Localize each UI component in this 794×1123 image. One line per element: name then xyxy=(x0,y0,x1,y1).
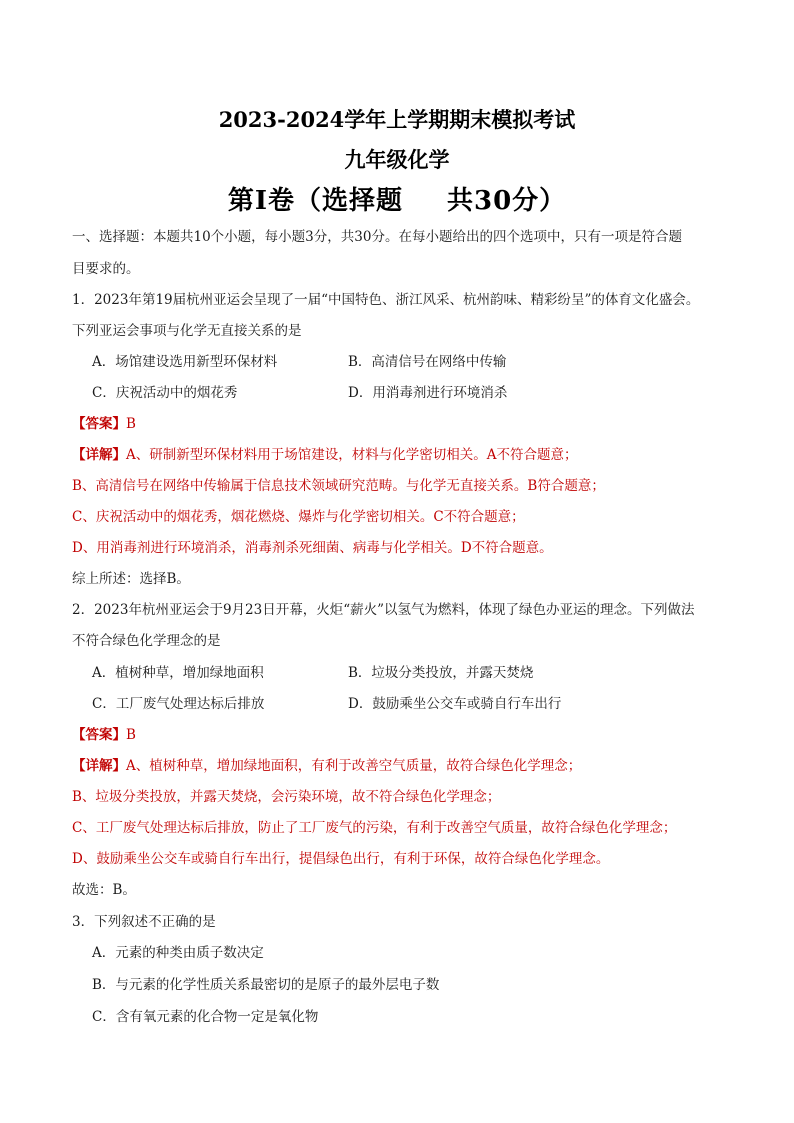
q1-stem-line1: 1．2023年第19届杭州亚运会呈现了一届“中国特色、浙江风采、杭州韵味、精彩纷呈”的体育文化盛会。 xyxy=(72,292,700,308)
q1-stem-line2: 下列亚运会事项与化学无直接关系的是 xyxy=(72,323,302,339)
q2-explain-line1 xyxy=(72,757,732,775)
section-heading xyxy=(0,180,794,217)
q3-option-c: C．含有氧元素的化合物一定是氧化物 xyxy=(92,1009,319,1025)
q2-explain-text1: A、植树种草，增加绿地面积，有利于改善空气质量，故符合绿色化学理念； xyxy=(126,758,582,774)
exam-subtitle: 九年级化学 xyxy=(344,147,450,172)
q2-answer-tag: 【答案】 xyxy=(72,727,126,743)
q3-stem: 3．下列叙述不正确的是 xyxy=(72,914,216,930)
q1-summary: 综上所述：选择B。 xyxy=(72,571,190,587)
q2-explain-tag: 【详解】 xyxy=(72,758,126,774)
q1-answer xyxy=(72,415,732,433)
q1-option-b: B．高清信号在网络中传输 xyxy=(348,354,507,370)
q2-summary: 故选：B。 xyxy=(72,882,136,898)
section-heading-part1: 第Ⅰ卷（选择题 xyxy=(227,186,403,216)
q2-stem-line2: 不符合绿色化学理念的是 xyxy=(72,633,221,649)
q1-answer-value: B xyxy=(126,416,136,432)
q1-option-a: A．场馆建设选用新型环保材料 xyxy=(92,354,278,370)
q2-option-a: A．植树种草，增加绿地面积 xyxy=(92,665,264,681)
q1-explain-text1: A、研制新型环保材料用于场馆建设，材料与化学密切相关。A不符合题意； xyxy=(126,447,578,463)
q2-option-b: B．垃圾分类投放，并露天焚烧 xyxy=(348,665,534,681)
q1-explain-tag: 【详解】 xyxy=(72,447,126,463)
q2-explain-line4: D、鼓励乘坐公交车或骑自行车出行，提倡绿色出行，有利于环保，故符合绿色化学理念。 xyxy=(72,851,610,867)
q1-explain-line4: D、用消毒剂进行环境消杀，消毒剂杀死细菌、病毒与化学相关。D不符合题意。 xyxy=(72,540,553,556)
q1-explain-line3: C、庆祝活动中的烟花秀，烟花燃烧、爆炸与化学密切相关。C不符合题意； xyxy=(72,509,525,525)
q2-option-c: C．工厂废气处理达标后排放 xyxy=(92,696,265,712)
q2-explain-line2: B、垃圾分类投放，并露天焚烧，会污染环境，故不符合绿色化学理念； xyxy=(72,789,501,805)
q2-answer xyxy=(72,726,732,744)
q2-stem-line1: 2．2023年杭州亚运会于9月23日开幕，火炬“薪火”以氢气为燃料，体现了绿色办亚运的理念。下列做法 xyxy=(72,602,695,618)
q3-option-b: B．与元素的化学性质关系最密切的是原子的最外层电子数 xyxy=(92,977,440,993)
q1-explain-line1 xyxy=(72,446,732,464)
exam-title: 2023-2024学年上学期期末模拟考试 xyxy=(218,107,576,132)
q2-explain-line3: C、工厂废气处理达标后排放，防止了工厂废气的污染，有利于改善空气质量，故符合绿色化学理念； xyxy=(72,820,677,836)
q2-option-d: D．鼓励乘坐公交车或骑自行车出行 xyxy=(348,696,562,712)
q3-option-a: A．元素的种类由质子数决定 xyxy=(92,945,264,961)
q2-answer-value: B xyxy=(126,727,136,743)
instructions-line1: 一、选择题：本题共10个小题，每小题3分，共30分。在每小题给出的四个选项中，只有一项是符合题 xyxy=(72,229,682,245)
q1-option-d: D．用消毒剂进行环境消杀 xyxy=(348,385,508,401)
q1-answer-tag: 【答案】 xyxy=(72,416,126,432)
q1-option-c: C．庆祝活动中的烟花秀 xyxy=(92,385,238,401)
section-heading-part2: 共30分） xyxy=(446,186,567,216)
q1-explain-line2: B、高清信号在网络中传输属于信息技术领域研究范畴。与化学无直接关系。B符合题意； xyxy=(72,478,605,494)
instructions-line2: 目要求的。 xyxy=(72,261,140,277)
